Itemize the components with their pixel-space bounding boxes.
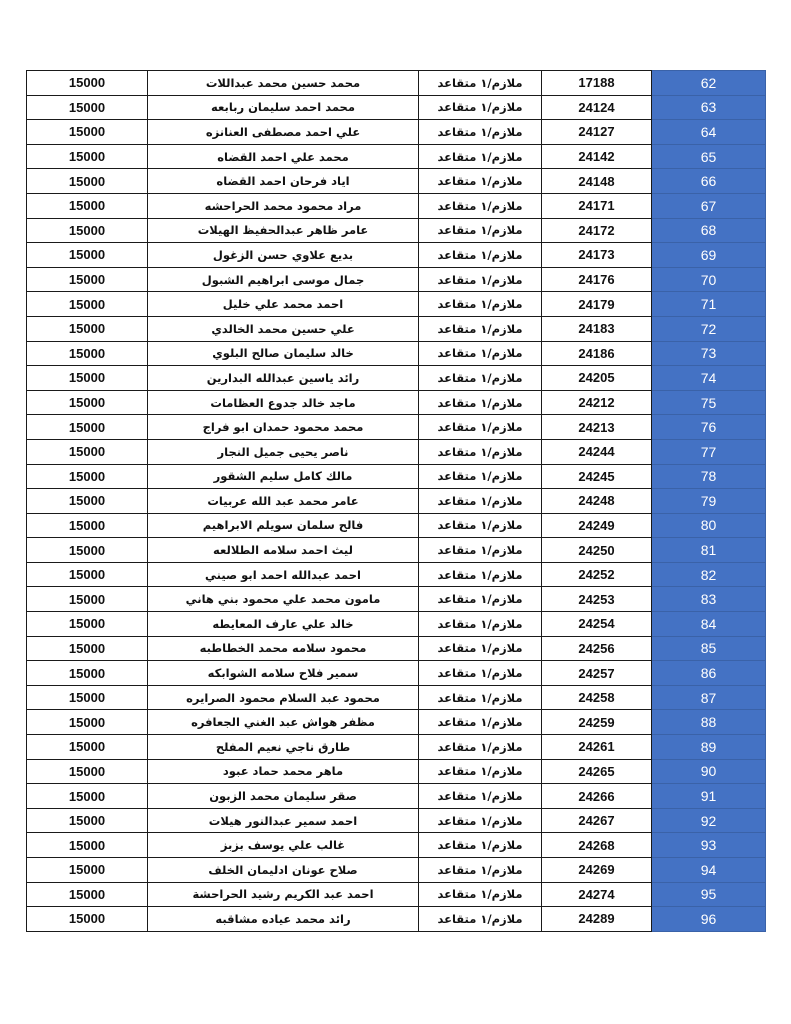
service-number-cell: 24250 [542,538,652,563]
amount-cell: 15000 [27,907,148,932]
name-cell: بديع علاوي حسن الزغول [148,243,419,268]
table-row [27,144,766,169]
row-index-cell: 84 [652,612,766,637]
name-cell: مظفر هواش عبد الغني الجعافره [148,710,419,735]
name-cell: خالد علي عارف المعايطه [148,612,419,637]
name-cell: مامون محمد علي محمود بني هاني [148,587,419,612]
amount-cell: 15000 [27,636,148,661]
amount-cell: 15000 [27,366,148,391]
rank-cell: ملازم/١ متقاعد [419,661,542,686]
row-index-cell: 66 [652,169,766,194]
amount-cell: 15000 [27,587,148,612]
row-index-cell: 72 [652,316,766,341]
name-cell: محمد علي احمد القضاه [148,144,419,169]
table-row [27,784,766,809]
amount-cell: 15000 [27,218,148,243]
rank-cell: ملازم/١ متقاعد [419,169,542,194]
table-row [27,366,766,391]
service-number-cell: 24183 [542,316,652,341]
row-index-cell: 86 [652,661,766,686]
name-cell: عامر محمد عبد الله عربيات [148,489,419,514]
amount-cell: 15000 [27,735,148,760]
service-number-cell: 24249 [542,513,652,538]
amount-cell: 15000 [27,267,148,292]
rank-cell: ملازم/١ متقاعد [419,366,542,391]
document-page [26,70,765,932]
row-index-cell: 67 [652,193,766,218]
rank-cell: ملازم/١ متقاعد [419,858,542,883]
amount-cell: 15000 [27,415,148,440]
name-cell: علي حسين محمد الخالدي [148,316,419,341]
amount-cell: 15000 [27,243,148,268]
name-cell: ليث احمد سلامه الطلالعه [148,538,419,563]
row-index-cell: 90 [652,759,766,784]
rank-cell: ملازم/١ متقاعد [419,292,542,317]
table-row [27,120,766,145]
row-index-cell: 92 [652,808,766,833]
name-cell: غالب علي يوسف بزبز [148,833,419,858]
table-row [27,193,766,218]
row-index-cell: 64 [652,120,766,145]
table-row [27,292,766,317]
service-number-cell: 24213 [542,415,652,440]
name-cell: ماجد خالد جدوع العظامات [148,390,419,415]
rank-cell: ملازم/١ متقاعد [419,341,542,366]
name-cell: محمود عبد السلام محمود الصرايره [148,685,419,710]
service-number-cell: 24186 [542,341,652,366]
service-number-cell: 24179 [542,292,652,317]
service-number-cell: 24261 [542,735,652,760]
name-cell: صلاح عونان ادليمان الخلف [148,858,419,883]
table-row [27,316,766,341]
amount-cell: 15000 [27,562,148,587]
name-cell: محمد حسين محمد عبداللات [148,71,419,96]
row-index-cell: 80 [652,513,766,538]
rank-cell: ملازم/١ متقاعد [419,218,542,243]
rank-cell: ملازم/١ متقاعد [419,120,542,145]
service-number-cell: 24289 [542,907,652,932]
name-cell: ماهر محمد حماد عبود [148,759,419,784]
row-index-cell: 70 [652,267,766,292]
amount-cell: 15000 [27,808,148,833]
amount-cell: 15000 [27,784,148,809]
table-row [27,218,766,243]
row-index-cell: 79 [652,489,766,514]
amount-cell: 15000 [27,464,148,489]
amount-cell: 15000 [27,759,148,784]
row-index-cell: 95 [652,882,766,907]
table-row [27,685,766,710]
service-number-cell: 24266 [542,784,652,809]
rank-cell: ملازم/١ متقاعد [419,587,542,612]
name-cell: محمود سلامه محمد الخطاطبه [148,636,419,661]
amount-cell: 15000 [27,710,148,735]
name-cell: احمد عبدالله احمد ابو صيني [148,562,419,587]
row-index-cell: 94 [652,858,766,883]
name-cell: احمد سمير عبدالنور هيلات [148,808,419,833]
row-index-cell: 77 [652,439,766,464]
service-number-cell: 24124 [542,95,652,120]
table-row [27,243,766,268]
amount-cell: 15000 [27,120,148,145]
name-cell: محمد محمود حمدان ابو فراج [148,415,419,440]
amount-cell: 15000 [27,341,148,366]
rank-cell: ملازم/١ متقاعد [419,316,542,341]
amount-cell: 15000 [27,661,148,686]
table-row [27,95,766,120]
rank-cell: ملازم/١ متقاعد [419,439,542,464]
row-index-cell: 88 [652,710,766,735]
row-index-cell: 96 [652,907,766,932]
name-cell: رائد ياسين عبدالله البدارين [148,366,419,391]
service-number-cell: 24176 [542,267,652,292]
table-row [27,710,766,735]
rank-cell: ملازم/١ متقاعد [419,685,542,710]
rank-cell: ملازم/١ متقاعد [419,193,542,218]
rank-cell: ملازم/١ متقاعد [419,95,542,120]
table-row [27,489,766,514]
row-index-cell: 76 [652,415,766,440]
row-index-cell: 71 [652,292,766,317]
table-row [27,169,766,194]
name-cell: ناصر يحيى جميل النجار [148,439,419,464]
amount-cell: 15000 [27,882,148,907]
service-number-cell: 24245 [542,464,652,489]
row-index-cell: 85 [652,636,766,661]
service-number-cell: 24142 [542,144,652,169]
service-number-cell: 24171 [542,193,652,218]
name-cell: عامر ظاهر عبدالحفيظ الهيلات [148,218,419,243]
service-number-cell: 24212 [542,390,652,415]
name-cell: محمد احمد سليمان ربابعه [148,95,419,120]
rank-cell: ملازم/١ متقاعد [419,759,542,784]
row-index-cell: 63 [652,95,766,120]
row-index-cell: 89 [652,735,766,760]
amount-cell: 15000 [27,612,148,637]
service-number-cell: 24265 [542,759,652,784]
service-number-cell: 24267 [542,808,652,833]
amount-cell: 15000 [27,316,148,341]
table-row [27,636,766,661]
amount-cell: 15000 [27,71,148,96]
amount-cell: 15000 [27,858,148,883]
amount-cell: 15000 [27,390,148,415]
table-row [27,415,766,440]
rank-cell: ملازم/١ متقاعد [419,636,542,661]
table-row [27,882,766,907]
name-cell: خالد سليمان صالح البلوي [148,341,419,366]
service-number-cell: 24253 [542,587,652,612]
table-row [27,858,766,883]
rank-cell: ملازم/١ متقاعد [419,907,542,932]
row-index-cell: 68 [652,218,766,243]
rank-cell: ملازم/١ متقاعد [419,71,542,96]
table-row [27,808,766,833]
name-cell: اياد فرحان احمد القضاه [148,169,419,194]
table-row [27,267,766,292]
amount-cell: 15000 [27,685,148,710]
name-cell: صقر سليمان محمد الزبون [148,784,419,809]
table-row [27,612,766,637]
name-cell: سمير فلاح سلامه الشوابكه [148,661,419,686]
table-row [27,390,766,415]
row-index-cell: 93 [652,833,766,858]
name-cell: جمال موسى ابراهيم الشبول [148,267,419,292]
name-cell: مالك كامل سليم الشقور [148,464,419,489]
name-cell: طارق ناجي نعيم المفلح [148,735,419,760]
rank-cell: ملازم/١ متقاعد [419,464,542,489]
table-row [27,71,766,96]
service-number-cell: 24256 [542,636,652,661]
service-number-cell: 24268 [542,833,652,858]
rank-cell: ملازم/١ متقاعد [419,882,542,907]
table-row [27,538,766,563]
rank-cell: ملازم/١ متقاعد [419,513,542,538]
service-number-cell: 24257 [542,661,652,686]
row-index-cell: 87 [652,685,766,710]
row-index-cell: 91 [652,784,766,809]
rank-cell: ملازم/١ متقاعد [419,243,542,268]
amount-cell: 15000 [27,538,148,563]
rank-cell: ملازم/١ متقاعد [419,538,542,563]
name-cell: احمد محمد علي خليل [148,292,419,317]
service-number-cell: 24248 [542,489,652,514]
table-row [27,464,766,489]
amount-cell: 15000 [27,513,148,538]
table-row [27,587,766,612]
service-number-cell: 24254 [542,612,652,637]
rank-cell: ملازم/١ متقاعد [419,415,542,440]
amount-cell: 15000 [27,144,148,169]
amount-cell: 15000 [27,833,148,858]
rank-cell: ملازم/١ متقاعد [419,784,542,809]
row-index-cell: 74 [652,366,766,391]
table-row [27,833,766,858]
service-number-cell: 24205 [542,366,652,391]
service-number-cell: 24127 [542,120,652,145]
table-row [27,661,766,686]
service-number-cell: 24148 [542,169,652,194]
service-number-cell: 24172 [542,218,652,243]
name-cell: مراد محمود محمد الحراحشه [148,193,419,218]
rank-cell: ملازم/١ متقاعد [419,489,542,514]
rank-cell: ملازم/١ متقاعد [419,267,542,292]
row-index-cell: 73 [652,341,766,366]
service-number-cell: 24252 [542,562,652,587]
name-cell: فالح سلمان سويلم الابراهيم [148,513,419,538]
rank-cell: ملازم/١ متقاعد [419,390,542,415]
service-number-cell: 24173 [542,243,652,268]
table-row [27,513,766,538]
table-row [27,562,766,587]
rank-cell: ملازم/١ متقاعد [419,562,542,587]
row-index-cell: 65 [652,144,766,169]
name-cell: علي احمد مصطفى العنانزه [148,120,419,145]
rank-cell: ملازم/١ متقاعد [419,612,542,637]
rank-cell: ملازم/١ متقاعد [419,808,542,833]
records-table-body [27,71,766,932]
amount-cell: 15000 [27,489,148,514]
service-number-cell: 24259 [542,710,652,735]
amount-cell: 15000 [27,292,148,317]
name-cell: رائد محمد عياده مشاقبه [148,907,419,932]
table-row [27,759,766,784]
service-number-cell: 17188 [542,71,652,96]
amount-cell: 15000 [27,193,148,218]
table-row [27,907,766,932]
table-row [27,735,766,760]
service-number-cell: 24269 [542,858,652,883]
row-index-cell: 81 [652,538,766,563]
rank-cell: ملازم/١ متقاعد [419,144,542,169]
rank-cell: ملازم/١ متقاعد [419,710,542,735]
row-index-cell: 78 [652,464,766,489]
row-index-cell: 75 [652,390,766,415]
rank-cell: ملازم/١ متقاعد [419,833,542,858]
row-index-cell: 62 [652,71,766,96]
service-number-cell: 24258 [542,685,652,710]
amount-cell: 15000 [27,95,148,120]
service-number-cell: 24274 [542,882,652,907]
records-table [26,70,766,932]
table-row [27,439,766,464]
name-cell: احمد عبد الكريم رشيد الحراحشة [148,882,419,907]
amount-cell: 15000 [27,169,148,194]
rank-cell: ملازم/١ متقاعد [419,735,542,760]
table-row [27,341,766,366]
row-index-cell: 82 [652,562,766,587]
service-number-cell: 24244 [542,439,652,464]
row-index-cell: 69 [652,243,766,268]
amount-cell: 15000 [27,439,148,464]
row-index-cell: 83 [652,587,766,612]
